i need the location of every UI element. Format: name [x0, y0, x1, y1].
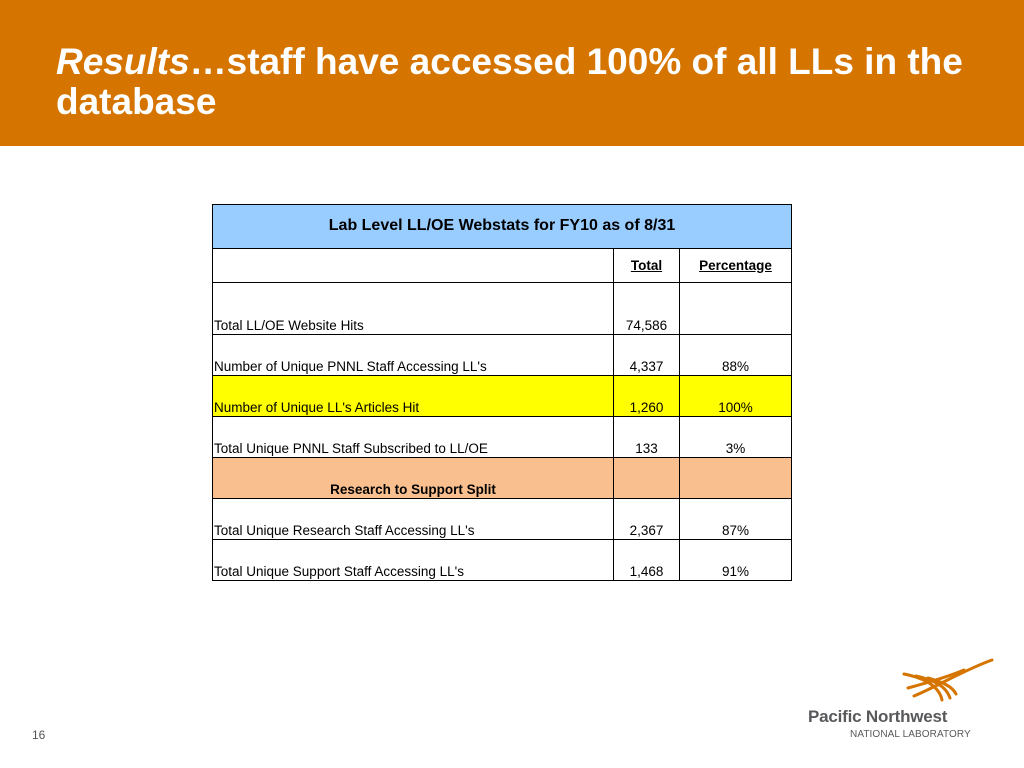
- row-total: 74,586: [614, 283, 680, 335]
- column-header-total: Total: [614, 249, 680, 283]
- column-header-row: [213, 249, 792, 283]
- table-row-highlighted: [213, 376, 792, 417]
- stats-table-container: [212, 204, 792, 581]
- logo-line-1: Pacific Northwest: [808, 707, 948, 726]
- row-label: Number of Unique LL's Articles Hit: [213, 376, 614, 417]
- row-label: Total Unique Research Staff Accessing LL's: [213, 499, 614, 540]
- row-label: Total LL/OE Website Hits: [213, 283, 614, 335]
- column-header-percentage: Percentage: [680, 249, 792, 283]
- slide-title: [56, 42, 1024, 122]
- row-label: Total Unique Support Staff Accessing LL's: [213, 540, 614, 581]
- column-header-blank: [213, 249, 614, 283]
- pnnl-logo-mark-icon: [894, 656, 994, 706]
- table-row: [213, 499, 792, 540]
- row-total: 133: [614, 417, 680, 458]
- title-bar: [0, 0, 1024, 146]
- table-section-row: [213, 458, 792, 499]
- table-caption: Lab Level LL/OE Webstats for FY10 as of 8/31: [213, 205, 792, 249]
- section-label: Research to Support Split: [213, 458, 614, 499]
- title-italic: Results: [56, 41, 190, 82]
- row-label: Number of Unique PNNL Staff Accessing LL's: [213, 335, 614, 376]
- table-row: [213, 283, 792, 335]
- row-total: 1,468: [614, 540, 680, 581]
- table-row: [213, 417, 792, 458]
- table-row: [213, 335, 792, 376]
- row-percentage: 88%: [680, 335, 792, 376]
- table-row: [213, 540, 792, 581]
- title-rest: …staff have accessed 100% of all LLs in the database: [56, 41, 963, 122]
- row-percentage: 91%: [680, 540, 792, 581]
- table-caption-row: [213, 205, 792, 249]
- row-label: Total Unique PNNL Staff Subscribed to LL/OE: [213, 417, 614, 458]
- row-total: 4,337: [614, 335, 680, 376]
- stats-table: [212, 204, 792, 581]
- row-percentage: 87%: [680, 499, 792, 540]
- row-total: 1,260: [614, 376, 680, 417]
- row-percentage: [680, 283, 792, 335]
- logo-line-2: NATIONAL LABORATORY: [850, 729, 971, 740]
- pnnl-logo: [804, 656, 1000, 742]
- row-percentage: 3%: [680, 417, 792, 458]
- row-total: [614, 458, 680, 499]
- row-total: 2,367: [614, 499, 680, 540]
- page-number: 16: [32, 728, 46, 742]
- row-percentage: 100%: [680, 376, 792, 417]
- row-percentage: [680, 458, 792, 499]
